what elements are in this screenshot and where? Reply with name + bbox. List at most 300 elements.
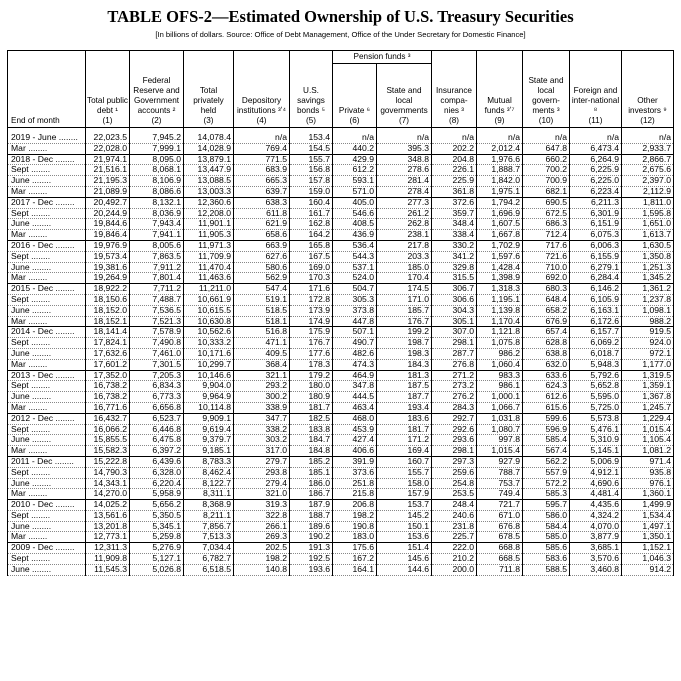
value-cell: 321.0	[234, 489, 290, 500]
value-cell: 596.9	[523, 424, 570, 435]
value-cell: 4,690.6	[570, 478, 622, 489]
value-cell: 7,945.2	[130, 133, 184, 143]
value-cell: 5,350.5	[130, 510, 184, 521]
value-cell: 6,301.9	[570, 208, 622, 219]
value-cell: 184.7	[290, 435, 333, 446]
value-cell: 668.8	[477, 543, 523, 554]
value-cell: 6,523.7	[130, 413, 184, 424]
value-cell: 262.8	[377, 219, 432, 230]
value-cell: 193.6	[290, 564, 333, 575]
value-cell: 18,150.6	[86, 294, 130, 305]
value-cell: 771.5	[234, 154, 290, 165]
value-cell: 658.6	[234, 230, 290, 241]
value-cell: 6,105.9	[570, 294, 622, 305]
value-cell: 202.2	[432, 143, 477, 154]
value-cell: 6,211.3	[570, 197, 622, 208]
value-cell: 395.3	[377, 143, 432, 154]
value-cell: 5,259.8	[130, 532, 184, 543]
value-cell: 1,105.4	[622, 435, 674, 446]
table-row	[8, 456, 674, 467]
value-cell: 6,223.4	[570, 186, 622, 197]
value-cell: 711.8	[477, 564, 523, 575]
value-cell: 13,879.1	[184, 154, 234, 165]
table-row	[8, 402, 674, 413]
value-cell: 504.7	[333, 284, 377, 295]
value-cell: 304.3	[432, 305, 477, 316]
value-cell: 161.7	[290, 208, 333, 219]
value-cell: 18,152.0	[86, 305, 130, 316]
value-cell: 3,877.9	[570, 532, 622, 543]
value-cell: n/a	[570, 133, 622, 143]
value-cell: 186.7	[290, 489, 333, 500]
period-cell: Mar ........	[8, 273, 86, 284]
value-cell: 292.6	[432, 424, 477, 435]
value-cell: 2,866.7	[622, 154, 674, 165]
value-cell: 6,220.4	[130, 478, 184, 489]
table-row	[8, 154, 674, 165]
value-cell: 769.4	[234, 143, 290, 154]
value-cell: 468.0	[333, 413, 377, 424]
value-cell: 9,185.1	[184, 446, 234, 457]
value-cell: n/a	[333, 133, 377, 143]
value-cell: 647.8	[523, 143, 570, 154]
value-cell: 193.4	[377, 402, 432, 413]
value-cell: 330.2	[432, 240, 477, 251]
value-cell: 17,601.2	[86, 359, 130, 370]
value-cell: 238.1	[377, 230, 432, 241]
value-cell: 5,026.8	[130, 564, 184, 575]
table-row	[8, 143, 674, 154]
value-cell: 12,208.0	[184, 208, 234, 219]
table-row	[8, 510, 674, 521]
value-cell: 444.5	[333, 392, 377, 403]
value-cell: 1,428.4	[477, 262, 523, 273]
value-cell: 15,222.8	[86, 456, 130, 467]
value-cell: 306.6	[432, 294, 477, 305]
table-row	[8, 554, 674, 565]
value-cell: 3,685.1	[570, 543, 622, 554]
value-cell: 162.8	[290, 219, 333, 230]
value-cell: 595.7	[523, 500, 570, 511]
value-cell: 8,211.1	[184, 510, 234, 521]
value-cell: 22,028.0	[86, 143, 130, 154]
table-row	[8, 532, 674, 543]
value-cell: 6,151.9	[570, 219, 622, 230]
value-cell: 7,943.4	[130, 219, 184, 230]
value-cell: 248.4	[432, 500, 477, 511]
value-cell: 18,922.2	[86, 284, 130, 295]
value-cell: 175.6	[333, 543, 377, 554]
value-cell: n/a	[234, 133, 290, 143]
period-cell: 2014 - Dec ........	[8, 327, 86, 338]
value-cell: 983.3	[477, 370, 523, 381]
value-cell: 2,933.7	[622, 143, 674, 154]
value-cell: 251.8	[333, 478, 377, 489]
value-cell: 6,834.3	[130, 381, 184, 392]
value-cell: 6,656.8	[130, 402, 184, 413]
value-cell: 6,069.2	[570, 338, 622, 349]
value-cell: 1,630.5	[622, 240, 674, 251]
value-cell: 7,911.2	[130, 262, 184, 273]
value-cell: 1,075.8	[477, 338, 523, 349]
value-cell: 145.6	[377, 554, 432, 565]
value-cell: 391.9	[333, 456, 377, 467]
value-cell: 21,516.1	[86, 165, 130, 176]
value-cell: 14,343.1	[86, 478, 130, 489]
value-cell: 1,350.8	[622, 251, 674, 262]
value-cell: 348.4	[432, 219, 477, 230]
table-row	[8, 262, 674, 273]
value-cell: 185.2	[290, 456, 333, 467]
value-cell: 676.9	[523, 316, 570, 327]
value-cell: 305.3	[333, 294, 377, 305]
value-cell: 16,066.2	[86, 424, 130, 435]
table-row	[8, 467, 674, 478]
table-row	[8, 230, 674, 241]
value-cell: 175.9	[290, 327, 333, 338]
value-cell: 453.9	[333, 424, 377, 435]
value-cell: 562.9	[234, 273, 290, 284]
ownership-table	[7, 50, 674, 576]
value-cell: 1,031.8	[477, 413, 523, 424]
value-cell: 20,244.9	[86, 208, 130, 219]
value-cell: 627.6	[234, 251, 290, 262]
value-cell: 6,163.1	[570, 305, 622, 316]
value-cell: 13,561.6	[86, 510, 130, 521]
value-cell: 464.9	[333, 370, 377, 381]
value-cell: 507.1	[333, 327, 377, 338]
value-cell: n/a	[622, 133, 674, 143]
value-cell: 5,792.6	[570, 370, 622, 381]
table-header	[8, 51, 674, 128]
period-cell: Sept ........	[8, 294, 86, 305]
value-cell: 9,964.9	[184, 392, 234, 403]
value-cell: 5,127.1	[130, 554, 184, 565]
value-cell: 585.0	[523, 532, 570, 543]
value-cell: 190.8	[333, 521, 377, 532]
value-cell: 150.1	[377, 521, 432, 532]
value-cell: 571.0	[333, 186, 377, 197]
value-cell: 279.7	[234, 456, 290, 467]
value-cell: 182.5	[290, 413, 333, 424]
value-cell: 7,999.1	[130, 143, 184, 154]
value-cell: 319.3	[234, 500, 290, 511]
value-cell: 179.2	[290, 370, 333, 381]
value-cell: 21,089.9	[86, 186, 130, 197]
value-cell: 185.1	[290, 467, 333, 478]
value-cell: 19,264.9	[86, 273, 130, 284]
value-cell: 639.7	[234, 186, 290, 197]
period-cell: Sept ........	[8, 467, 86, 478]
value-cell: 7,801.4	[130, 273, 184, 284]
value-cell: 189.6	[290, 521, 333, 532]
value-cell: 6,146.2	[570, 284, 622, 295]
value-cell: 580.6	[234, 262, 290, 273]
value-cell: 408.5	[333, 219, 377, 230]
value-cell: 7,711.2	[130, 284, 184, 295]
value-cell: 170.4	[377, 273, 432, 284]
value-cell: 1,139.8	[477, 305, 523, 316]
table-row	[8, 392, 674, 403]
value-cell: 490.7	[333, 338, 377, 349]
value-cell: 4,324.2	[570, 510, 622, 521]
value-cell: 8,132.1	[130, 197, 184, 208]
table-row	[8, 316, 674, 327]
value-cell: 585.4	[523, 435, 570, 446]
value-cell: 12,311.3	[86, 543, 130, 554]
value-cell: 155.7	[377, 467, 432, 478]
column-header-mutual-funds: Mutual funds ³ʼ⁷ (9)	[477, 51, 523, 128]
value-cell: 17,632.6	[86, 348, 130, 359]
period-cell: 2016 - Dec ........	[8, 240, 86, 251]
period-cell: Sept ........	[8, 510, 86, 521]
value-cell: 7,034.4	[184, 543, 234, 554]
period-cell: Sept ........	[8, 554, 86, 565]
value-cell: 7,521.3	[130, 316, 184, 327]
period-cell: 2018 - Dec ........	[8, 154, 86, 165]
value-cell: 167.2	[333, 554, 377, 565]
table-row	[8, 251, 674, 262]
period-cell: Mar ........	[8, 316, 86, 327]
value-cell: 788.7	[477, 467, 523, 478]
value-cell: 519.1	[234, 294, 290, 305]
value-cell: 6,155.9	[570, 251, 622, 262]
value-cell: 12,360.6	[184, 197, 234, 208]
value-cell: 5,145.1	[570, 446, 622, 457]
value-cell: 14,028.9	[184, 143, 234, 154]
value-cell: 145.2	[377, 510, 432, 521]
value-cell: 712.4	[523, 230, 570, 241]
value-cell: 10,299.7	[184, 359, 234, 370]
column-header-federal-reserve: Federal Reserve and Government accounts ² (2)	[130, 51, 184, 128]
value-cell: 181.3	[377, 370, 432, 381]
value-cell: 14,078.4	[184, 133, 234, 143]
column-header-insurance-companies: Insurance compa-nies ³ (8)	[432, 51, 477, 128]
value-cell: 660.2	[523, 154, 570, 165]
value-cell: 13,201.8	[86, 521, 130, 532]
value-cell: 628.8	[523, 338, 570, 349]
value-cell: 1,613.7	[622, 230, 674, 241]
value-cell: 9,619.4	[184, 424, 234, 435]
value-cell: 341.2	[432, 251, 477, 262]
value-cell: 321.1	[234, 370, 290, 381]
value-cell: 2,112.9	[622, 186, 674, 197]
value-cell: 1,702.9	[477, 240, 523, 251]
table-row	[8, 165, 674, 176]
value-cell: 5,948.3	[570, 359, 622, 370]
value-cell: 278.6	[377, 165, 432, 176]
value-cell: 6,773.3	[130, 392, 184, 403]
table-row	[8, 176, 674, 187]
value-cell: 199.2	[377, 327, 432, 338]
value-cell: 5,276.9	[130, 543, 184, 554]
table-row	[8, 424, 674, 435]
value-cell: 997.8	[477, 435, 523, 446]
table-row	[8, 133, 674, 143]
value-cell: 16,738.2	[86, 381, 130, 392]
value-cell: 1,595.8	[622, 208, 674, 219]
period-cell: 2013 - Dec ........	[8, 370, 86, 381]
table-row	[8, 327, 674, 338]
value-cell: 474.3	[333, 359, 377, 370]
value-cell: 322.8	[234, 510, 290, 521]
value-cell: 4,435.6	[570, 500, 622, 511]
value-cell: 11,211.0	[184, 284, 234, 295]
value-cell: 158.0	[377, 478, 432, 489]
period-cell: 2012 - Dec ........	[8, 413, 86, 424]
value-cell: 187.9	[290, 500, 333, 511]
value-cell: 518.5	[234, 305, 290, 316]
value-cell: 156.8	[290, 165, 333, 176]
value-cell: 373.8	[333, 305, 377, 316]
value-cell: 186.0	[290, 478, 333, 489]
period-cell: June ........	[8, 176, 86, 187]
value-cell: 14,025.2	[86, 500, 130, 511]
value-cell: 700.9	[523, 176, 570, 187]
period-cell: 2019 - June ........	[8, 133, 86, 143]
value-cell: 8,036.9	[130, 208, 184, 219]
value-cell: 1,534.4	[622, 510, 674, 521]
period-cell: Mar ........	[8, 186, 86, 197]
period-cell: Sept ........	[8, 338, 86, 349]
value-cell: 6,279.1	[570, 262, 622, 273]
value-cell: 1,345.2	[622, 273, 674, 284]
value-cell: 9,904.0	[184, 381, 234, 392]
value-cell: 184.8	[290, 446, 333, 457]
value-cell: 361.8	[432, 186, 477, 197]
value-cell: 1,696.9	[477, 208, 523, 219]
value-cell: 1,015.4	[622, 424, 674, 435]
value-cell: 8,311.1	[184, 489, 234, 500]
table-row	[8, 294, 674, 305]
value-cell: 164.2	[290, 230, 333, 241]
period-cell: 2017 - Dec ........	[8, 197, 86, 208]
value-cell: 7,536.5	[130, 305, 184, 316]
value-cell: 5,006.9	[570, 456, 622, 467]
value-cell: 682.1	[523, 186, 570, 197]
value-cell: 599.6	[523, 413, 570, 424]
value-cell: 1,398.9	[477, 273, 523, 284]
value-cell: 10,114.8	[184, 402, 234, 413]
period-cell: June ........	[8, 435, 86, 446]
value-cell: 1,888.7	[477, 165, 523, 176]
value-cell: 6,782.7	[184, 554, 234, 565]
value-cell: 287.7	[432, 348, 477, 359]
value-cell: 198.7	[377, 338, 432, 349]
table-row	[8, 359, 674, 370]
table-row	[8, 521, 674, 532]
value-cell: 546.6	[333, 208, 377, 219]
value-cell: 373.6	[333, 467, 377, 478]
value-cell: 986.1	[477, 381, 523, 392]
value-cell: 671.0	[477, 510, 523, 521]
value-cell: 648.4	[523, 294, 570, 305]
period-cell: Mar ........	[8, 230, 86, 241]
value-cell: 184.3	[377, 359, 432, 370]
value-cell: 6,328.0	[130, 467, 184, 478]
value-cell: 300.2	[234, 392, 290, 403]
value-cell: 273.2	[432, 381, 477, 392]
value-cell: 13,003.3	[184, 186, 234, 197]
value-cell: 5,652.8	[570, 381, 622, 392]
value-cell: 276.2	[432, 392, 477, 403]
value-cell: 632.0	[523, 359, 570, 370]
value-cell: 1,066.7	[477, 402, 523, 413]
value-cell: 4,481.4	[570, 489, 622, 500]
value-cell: 372.6	[432, 197, 477, 208]
period-cell: June ........	[8, 262, 86, 273]
value-cell: 140.8	[234, 564, 290, 575]
value-cell: 19,844.6	[86, 219, 130, 230]
value-cell: 12,773.1	[86, 532, 130, 543]
value-cell: 17,352.0	[86, 370, 130, 381]
value-cell: 151.4	[377, 543, 432, 554]
value-cell: 1,318.3	[477, 284, 523, 295]
value-cell: 721.6	[523, 251, 570, 262]
value-cell: 266.1	[234, 521, 290, 532]
period-cell: Sept ........	[8, 208, 86, 219]
value-cell: 13,088.5	[184, 176, 234, 187]
value-cell: 6,518.5	[184, 564, 234, 575]
value-cell: 16,771.6	[86, 402, 130, 413]
value-cell: 10,630.8	[184, 316, 234, 327]
column-header-foreign-international: Foreign and inter-national ⁸ (11)	[570, 51, 622, 128]
value-cell: 20,492.7	[86, 197, 130, 208]
column-header-other-investors: Other investors ⁹ (12)	[622, 51, 674, 128]
value-cell: 557.9	[523, 467, 570, 478]
value-cell: 368.4	[234, 359, 290, 370]
value-cell: 21,974.1	[86, 154, 130, 165]
value-cell: 700.2	[523, 165, 570, 176]
value-cell: 185.0	[377, 262, 432, 273]
value-cell: 986.2	[477, 348, 523, 359]
value-cell: 11,463.6	[184, 273, 234, 284]
value-cell: 624.3	[523, 381, 570, 392]
value-cell: 16,432.7	[86, 413, 130, 424]
value-cell: 169.0	[290, 262, 333, 273]
value-cell: 1,170.4	[477, 316, 523, 327]
value-cell: 202.5	[234, 543, 290, 554]
value-cell: 160.4	[290, 197, 333, 208]
value-cell: 676.8	[477, 521, 523, 532]
value-cell: 1,121.8	[477, 327, 523, 338]
value-cell: 524.0	[333, 273, 377, 284]
value-cell: 6,006.3	[570, 240, 622, 251]
value-cell: n/a	[377, 133, 432, 143]
value-cell: 153.7	[377, 500, 432, 511]
value-cell: 338.9	[234, 402, 290, 413]
value-cell: 2,012.4	[477, 143, 523, 154]
value-cell: 1,237.8	[622, 294, 674, 305]
value-cell: 665.3	[234, 176, 290, 187]
value-cell: 924.0	[622, 338, 674, 349]
value-cell: 164.1	[333, 564, 377, 575]
value-cell: 183.8	[290, 424, 333, 435]
value-cell: 278.4	[377, 186, 432, 197]
value-cell: 749.4	[477, 489, 523, 500]
value-cell: 10,171.6	[184, 348, 234, 359]
value-cell: 154.5	[290, 143, 333, 154]
value-cell: 188.7	[290, 510, 333, 521]
period-cell: June ........	[8, 392, 86, 403]
value-cell: 1,350.1	[622, 532, 674, 543]
value-cell: 3,460.8	[570, 564, 622, 575]
table-subtitle: [In billions of dollars. Source: Office of Debt Management, Office of the Under Secretary for Domestic Finance]	[155, 30, 526, 39]
value-cell: n/a	[523, 133, 570, 143]
period-cell: Mar ........	[8, 532, 86, 543]
value-cell: 171.0	[377, 294, 432, 305]
value-cell: 518.1	[234, 316, 290, 327]
